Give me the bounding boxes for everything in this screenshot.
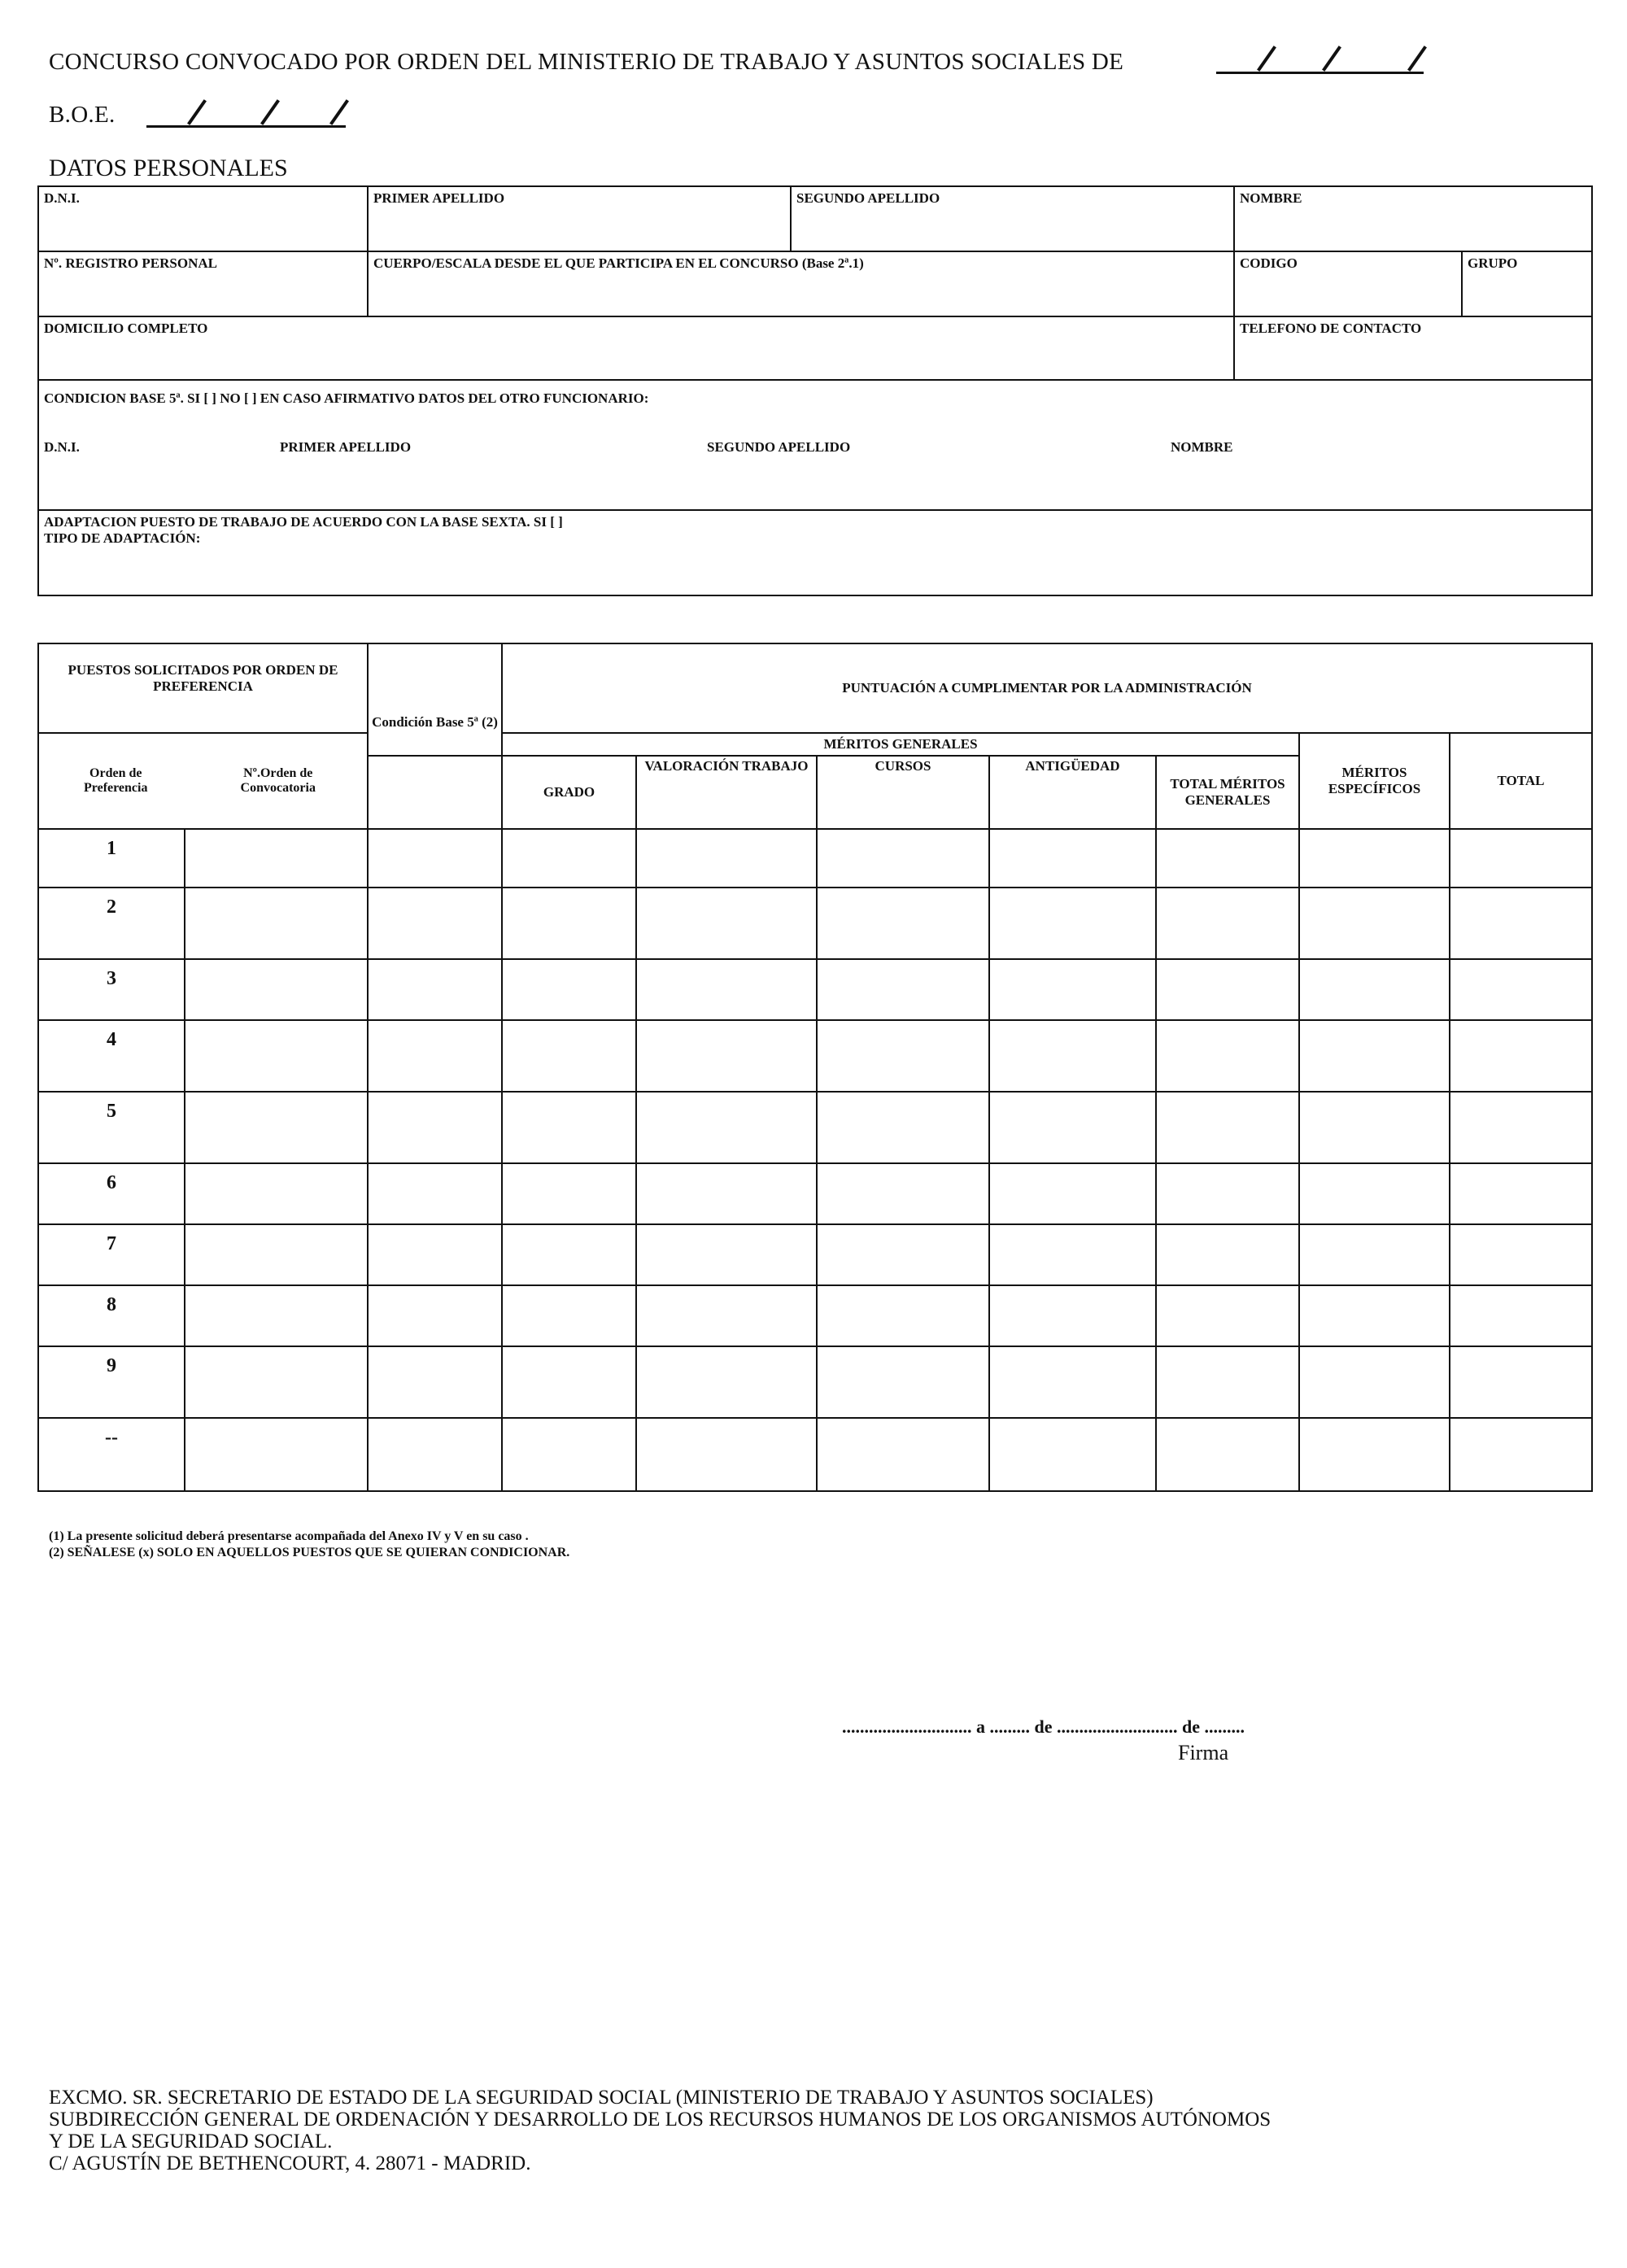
condicion-label: CONDICION BASE 5ª. SI [ ] NO [ ] EN CASO AFIRMATIVO DATOS DEL OTRO FUNCIONARIO: [44, 390, 649, 406]
addressee-line-4: C/ AGUSTÍN DE BETHENCOURT, 4. 28071 - MADRID. [49, 2152, 531, 2174]
preference-cell[interactable] [185, 1346, 368, 1418]
col-numero: Nº.Orden de Convocatoria [240, 766, 316, 795]
preference-cell[interactable] [368, 1418, 502, 1491]
col-orden: Orden de Preferencia [84, 766, 148, 795]
preference-number: 9 [38, 1346, 185, 1418]
cuerpo-field[interactable] [368, 251, 1234, 316]
preference-cell[interactable] [1299, 959, 1450, 1020]
telefono-field[interactable] [1234, 316, 1592, 380]
preference-cell[interactable] [1299, 1285, 1450, 1346]
preference-cell[interactable] [502, 888, 636, 959]
preference-cell[interactable] [817, 1418, 989, 1491]
preference-cell[interactable] [368, 1346, 502, 1418]
preference-cell[interactable] [989, 1418, 1156, 1491]
preference-cell[interactable] [817, 1020, 989, 1092]
preference-row [38, 829, 1592, 888]
preference-cell[interactable] [1299, 1346, 1450, 1418]
preference-cell[interactable] [1450, 1163, 1592, 1224]
preference-cell[interactable] [1299, 888, 1450, 959]
boe-date-field[interactable] [146, 104, 346, 128]
preference-cell[interactable] [989, 1346, 1156, 1418]
signature-line[interactable]: ............................. a ......... de ........................... de ......... [842, 1716, 1245, 1737]
preference-cell[interactable] [636, 959, 817, 1020]
convocatoria-title: CONCURSO CONVOCADO POR ORDEN DEL MINISTERIO DE TRABAJO Y ASUNTOS SOCIALES DE [49, 49, 1124, 75]
col-total: TOTAL [1450, 733, 1592, 829]
preference-cell[interactable] [1450, 1092, 1592, 1163]
preference-cell[interactable] [502, 1285, 636, 1346]
preference-row [38, 1020, 1592, 1092]
otro-nombre-label: NOMBRE [1171, 439, 1233, 455]
col-condicion: Condición Base 5ª (2) [368, 643, 502, 756]
preference-cell[interactable] [817, 1346, 989, 1418]
addressee-line-1: EXCMO. SR. SECRETARIO DE ESTADO DE LA SEGURIDAD SOCIAL (MINISTERIO DE TRABAJO Y ASUNTOS SOCIALES) [49, 2087, 1154, 2109]
segundo-apellido-field[interactable] [791, 186, 1234, 251]
nombre-field[interactable] [1234, 186, 1592, 251]
puntuacion-header: PUNTUACIÓN A CUMPLIMENTAR POR LA ADMINISTRACIÓN [502, 643, 1592, 733]
preference-cell[interactable] [817, 829, 989, 888]
preference-number: 5 [38, 1092, 185, 1163]
preference-cell[interactable] [1299, 1224, 1450, 1285]
col-cursos: CURSOS [817, 756, 989, 829]
preference-number: 1 [38, 829, 185, 888]
preference-cell[interactable] [1156, 1092, 1299, 1163]
preference-cell[interactable] [368, 829, 502, 888]
note-1: (1) La presente solicitud deberá presentarse acompañada del Anexo IV y V en su caso . [49, 1529, 529, 1543]
personal-data-table [37, 185, 1593, 596]
col-total-meritos: TOTAL MÉRITOS GENERALES [1156, 756, 1299, 829]
preference-cell[interactable] [1450, 829, 1592, 888]
preference-cell[interactable] [1156, 959, 1299, 1020]
preference-cell[interactable] [1156, 1020, 1299, 1092]
preference-cell[interactable] [817, 959, 989, 1020]
preference-cell[interactable] [368, 1285, 502, 1346]
cuerpo-label: CUERPO/ESCALA DESDE EL QUE PARTICIPA EN EL CONCURSO (Base 2ª.1) [373, 255, 864, 271]
otro-segundo-apellido-label: SEGUNDO APELLIDO [707, 439, 851, 455]
preference-row [38, 1092, 1592, 1163]
otro-dni-label: D.N.I. [44, 439, 80, 455]
preference-cell[interactable] [1156, 1346, 1299, 1418]
preference-cell[interactable] [1450, 1346, 1592, 1418]
preference-row [38, 1418, 1592, 1491]
condicion-section[interactable] [38, 380, 1592, 510]
preference-cell[interactable] [989, 1285, 1156, 1346]
preference-cell[interactable] [1450, 1418, 1592, 1491]
addressee-line-2: SUBDIRECCIÓN GENERAL DE ORDENACIÓN Y DESARROLLO DE LOS RECURSOS HUMANOS DE LOS ORGANISMOS AUTÓNOMOS [49, 2109, 1272, 2131]
preference-cell[interactable] [185, 1285, 368, 1346]
preference-cell[interactable] [1156, 1418, 1299, 1491]
preference-number: 8 [38, 1285, 185, 1346]
preference-number: 7 [38, 1224, 185, 1285]
preference-cell[interactable] [989, 1020, 1156, 1092]
segundo-apellido-label: SEGUNDO APELLIDO [796, 190, 940, 206]
adaptacion-label: ADAPTACION PUESTO DE TRABAJO DE ACUERDO CON LA BASE SEXTA. SI [ ] [44, 514, 563, 530]
preference-cell[interactable] [1156, 1285, 1299, 1346]
preference-cell[interactable] [636, 1163, 817, 1224]
preference-row [38, 888, 1592, 959]
col-valoracion: VALORACIÓN TRABAJO [636, 756, 817, 829]
preference-cell[interactable] [368, 1092, 502, 1163]
preference-cell[interactable] [636, 829, 817, 888]
preference-cell[interactable] [368, 1020, 502, 1092]
preference-cell[interactable] [636, 1092, 817, 1163]
preference-row [38, 959, 1592, 1020]
otro-primer-apellido-label: PRIMER APELLIDO [280, 439, 412, 455]
grupo-field[interactable] [1462, 251, 1592, 316]
preference-cell[interactable] [502, 1346, 636, 1418]
preference-cell[interactable] [989, 888, 1156, 959]
preference-cell[interactable] [989, 959, 1156, 1020]
grupo-label: GRUPO [1468, 255, 1518, 271]
preference-cell[interactable] [636, 1285, 817, 1346]
preference-cell[interactable] [185, 888, 368, 959]
preference-cell[interactable] [1450, 1285, 1592, 1346]
preference-cell[interactable] [1299, 1418, 1450, 1491]
preference-cell[interactable] [817, 1092, 989, 1163]
domicilio-label: DOMICILIO COMPLETO [44, 321, 208, 336]
preference-cell[interactable] [185, 1418, 368, 1491]
col-grado: GRADO [502, 756, 636, 829]
preference-number: 3 [38, 959, 185, 1020]
addressee-block [49, 2087, 1271, 2174]
preference-cell[interactable] [817, 1285, 989, 1346]
preference-cell[interactable] [817, 888, 989, 959]
registro-field[interactable] [38, 251, 368, 316]
telefono-label: TELEFONO DE CONTACTO [1240, 321, 1422, 336]
preference-cell[interactable] [502, 1163, 636, 1224]
preference-cell[interactable] [185, 1020, 368, 1092]
nombre-label: NOMBRE [1240, 190, 1302, 206]
dni-field[interactable] [38, 186, 368, 251]
preference-cell[interactable] [1299, 1092, 1450, 1163]
preference-cell[interactable] [502, 1020, 636, 1092]
preference-cell[interactable] [1299, 1163, 1450, 1224]
preference-cell[interactable] [1450, 959, 1592, 1020]
preference-cell[interactable] [185, 1092, 368, 1163]
preference-cell[interactable] [1299, 1020, 1450, 1092]
primer-apellido-label: PRIMER APELLIDO [373, 190, 505, 206]
puestos-table [37, 643, 1593, 1492]
preference-cell[interactable] [636, 888, 817, 959]
preference-cell[interactable] [636, 1346, 817, 1418]
puestos-header: PUESTOS SOLICITADOS POR ORDEN DE PREFERENCIA [38, 643, 368, 733]
tipo-adaptacion-label: TIPO DE ADAPTACIÓN: [44, 530, 201, 546]
addressee-line-3: Y DE LA SEGURIDAD SOCIAL. [49, 2131, 333, 2152]
preference-cell[interactable] [185, 959, 368, 1020]
preference-cell[interactable] [989, 1092, 1156, 1163]
primer-apellido-field[interactable] [368, 186, 791, 251]
codigo-label: CODIGO [1240, 255, 1298, 271]
codigo-field[interactable] [1234, 251, 1462, 316]
preference-cell[interactable] [1450, 1224, 1592, 1285]
preference-cell[interactable] [502, 1224, 636, 1285]
preference-cell[interactable] [636, 1418, 817, 1491]
section-title: DATOS PERSONALES [49, 155, 288, 181]
dni-label: D.N.I. [44, 190, 80, 206]
preference-number: 4 [38, 1020, 185, 1092]
preference-cell[interactable] [1156, 888, 1299, 959]
preference-row [38, 1346, 1592, 1418]
signature-label: Firma [1178, 1741, 1229, 1764]
preference-cell[interactable] [636, 1224, 817, 1285]
preference-cell[interactable] [502, 1418, 636, 1491]
preference-cell[interactable] [1299, 829, 1450, 888]
preference-cell[interactable] [185, 1224, 368, 1285]
preference-cell[interactable] [1450, 888, 1592, 959]
adaptacion-section[interactable] [38, 510, 1592, 595]
preference-cell[interactable] [1156, 829, 1299, 888]
preference-cell[interactable] [368, 959, 502, 1020]
preference-number: 6 [38, 1163, 185, 1224]
preference-cell[interactable] [989, 829, 1156, 888]
preference-row [38, 1163, 1592, 1224]
preference-number: -- [38, 1418, 185, 1491]
preference-cell[interactable] [1156, 1163, 1299, 1224]
col-antiguedad: ANTIGÜEDAD [989, 756, 1156, 829]
puestos-subheader [38, 733, 368, 829]
convocatoria-date-field[interactable] [1216, 50, 1424, 74]
preference-cell[interactable] [368, 1224, 502, 1285]
meritos-generales-header: MÉRITOS GENERALES [502, 733, 1299, 756]
preference-cell[interactable] [817, 1224, 989, 1285]
preference-cell[interactable] [502, 829, 636, 888]
preference-cell[interactable] [368, 1163, 502, 1224]
preference-cell[interactable] [502, 1092, 636, 1163]
preference-cell[interactable] [1450, 1020, 1592, 1092]
preference-cell[interactable] [185, 1163, 368, 1224]
preference-cell[interactable] [636, 1020, 817, 1092]
preference-cell[interactable] [185, 829, 368, 888]
col-especificos: MÉRITOS ESPECÍFICOS [1299, 733, 1450, 829]
boe-label: B.O.E. [49, 102, 116, 128]
preference-cell[interactable] [817, 1163, 989, 1224]
preference-cell[interactable] [368, 888, 502, 959]
registro-label: Nº. REGISTRO PERSONAL [44, 255, 217, 271]
preference-row [38, 1285, 1592, 1346]
preference-row [38, 1224, 1592, 1285]
domicilio-field[interactable] [38, 316, 1234, 380]
note-2: (2) SEÑALESE (x) SOLO EN AQUELLOS PUESTOS QUE SE QUIERAN CONDICIONAR. [49, 1546, 570, 1559]
preference-cell[interactable] [989, 1224, 1156, 1285]
preference-number: 2 [38, 888, 185, 959]
preference-cell[interactable] [1156, 1224, 1299, 1285]
preference-cell[interactable] [989, 1163, 1156, 1224]
preference-cell[interactable] [502, 959, 636, 1020]
condicion-spacer [368, 756, 502, 829]
